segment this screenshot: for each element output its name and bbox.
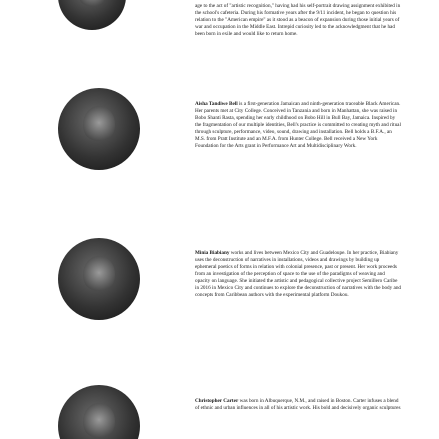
artist-portrait-photo bbox=[58, 88, 140, 170]
artist-name: Aisha Tandiwe Bell bbox=[195, 101, 238, 107]
artist-portrait-photo bbox=[58, 238, 140, 320]
bio-continued bbox=[195, 3, 401, 38]
artist-name: Christopher Carter bbox=[195, 398, 239, 404]
bio-text: is a first-generation Jamaican and ninth-generation traceable Black American. Her parents met at City College. Conceived in Tanzania and born in Manhattan, she was raised in Bobo Shanti Rasta, spending her early childhood on Bobo Hill in Bull Bay, Jamaica. Inspired by the fragmentation of our multiple identities, Bell's practice is committed to creating myth and ritual through sculpture, performance, video, sound, drawing and installation. Bell holds a B.F.A., an M.S. from Pratt Institute and an M.F.A. from Hunter College. Bell received a New York Foundation for the Arts grant in Performance Art and Multidisciplinary Work. bbox=[195, 101, 401, 150]
bio-text: works and lives between Mexico City and Guadeloupe. In her practice, Biabiany uses the deconstruction of narratives in installations, videos and drawings by building up ephemeral poetics of forms in relation with colonial presence, past or present. Her work proceeds from an investigation of the perception of space to the use of the paradigms of weaving and opacity on language. She initiated the artistic and pedagogical collective project Semillero Caribe in 2016 in Mexico City and continues to explore the deconstruction of narratives with the body and concepts from Caribbean authors with the experimental platform Doukou. bbox=[195, 250, 402, 299]
bio-minia-biabiany bbox=[195, 250, 401, 299]
artist-portrait-photo bbox=[58, 0, 126, 30]
artist-name: Minia Biabiany bbox=[195, 250, 230, 256]
bio-aisha-tandiwe-bell bbox=[195, 101, 401, 150]
bio-text: was born in Albuquerque, N.M., and raised in Boston. Carter infuses a blend of ethnic and urban influences in all of his artistic work. His bold and decisively organic sculptures bbox=[195, 398, 401, 412]
bio-text: age to the act of "artistic recognition," having had his self-portrait drawing assignment exhibited in the school's cafeteria. During his formative years after the 9/11 incident, he began to question his relation to the "American empire" as it stood as a beacon of expansion during those initial years of war and occupation in the Middle East. Intrepid curiosity led to the acknowledgment that he had been born in exile and would like to return home. bbox=[195, 3, 401, 38]
bio-christopher-carter bbox=[195, 398, 401, 412]
artist-portrait-photo bbox=[58, 385, 140, 439]
